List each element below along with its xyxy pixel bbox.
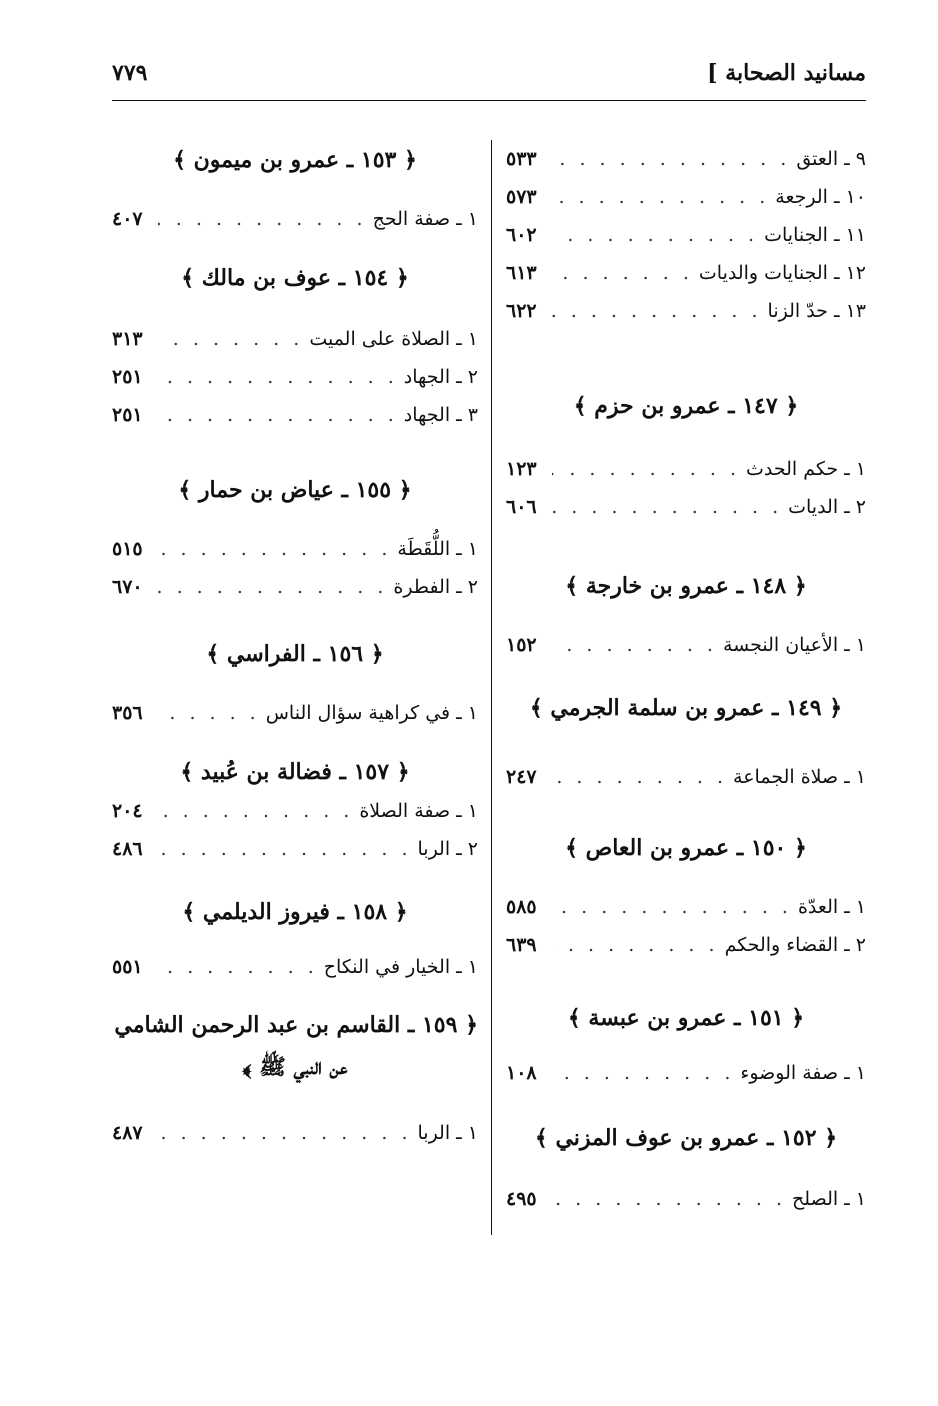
dot-leader	[552, 1054, 734, 1092]
entry-title: ١ ـ الصلح	[792, 1188, 866, 1210]
index-entry	[112, 530, 478, 568]
entry-page-number: ٢٥١	[112, 404, 143, 426]
index-entry	[506, 140, 866, 178]
index-entry	[506, 254, 866, 292]
dot-leader	[158, 830, 412, 868]
index-entry	[112, 200, 478, 238]
section-heading: ﴿ ١٥١ ـ عمرو بن عبسة ﴾	[567, 1005, 805, 1031]
entry-page-number: ٦٠٦	[506, 496, 537, 518]
section-heading: ﴿ ١٥٢ ـ عمرو بن عوف المزني ﴾	[534, 1125, 838, 1151]
entry-title: ١ ـ صفة الحج	[372, 208, 478, 230]
dot-leader	[552, 450, 740, 488]
index-entry	[506, 292, 866, 330]
entry-page-number: ٦١٣	[506, 262, 537, 284]
entry-title: ٢ ـ القضاء والحكم	[724, 934, 866, 956]
section-heading: ﴿ ١٥٥ ـ عياض بن حمار ﴾	[178, 477, 412, 503]
entry-title: ١ ـ اللُّقَطَة	[397, 538, 478, 560]
section-heading: ﴿ ١٤٨ ـ عمرو بن خارجة ﴾	[565, 573, 807, 599]
index-entry	[506, 926, 866, 964]
entry-title: ١ ـ الأعيان النجسة	[722, 634, 866, 656]
entry-title: ٢ ـ الربا	[417, 838, 478, 860]
dot-leader	[158, 396, 398, 434]
entry-title: ١ ـ الصلاة على الميت	[309, 328, 478, 350]
index-entry	[112, 948, 478, 986]
index-entry	[112, 320, 478, 358]
entry-page-number: ١٥٢	[506, 634, 537, 656]
section-heading: ﴿ ١٥٤ ـ عوف بن مالك ﴾	[181, 265, 409, 291]
dot-leader	[158, 568, 387, 606]
entry-page-number: ٤٩٥	[506, 1188, 537, 1210]
entry-page-number: ٦٣٩	[506, 934, 537, 956]
dot-leader	[552, 488, 782, 526]
entry-page-number: ٣١٣	[112, 328, 143, 350]
dot-leader	[552, 626, 717, 664]
section-heading: ﴿ ١٥٨ ـ فيروز الديلمي ﴾	[182, 899, 408, 925]
entry-title: ١ ـ الخيار في النكاح	[323, 956, 478, 978]
entry-page-number: ٤٨٦	[112, 838, 143, 860]
index-entry	[506, 178, 866, 216]
entry-title: ٩ ـ العتق	[796, 148, 866, 170]
entry-title: ١ ـ العدّة	[797, 896, 866, 918]
index-entry	[112, 358, 478, 396]
dot-leader	[552, 292, 762, 330]
index-entry	[506, 488, 866, 526]
dot-leader	[552, 140, 790, 178]
index-entry	[506, 450, 866, 488]
dot-leader	[158, 320, 303, 358]
entry-title: ١ ـ في كراهية سؤال الناس	[265, 702, 478, 724]
entry-title: ٢ ـ الجهاد	[403, 366, 478, 388]
entry-title: ١ ـ الربا	[417, 1122, 478, 1144]
section-heading: ﴿ ١٤٩ ـ عمرو بن سلمة الجرمي ﴾	[529, 695, 843, 721]
entry-page-number: ١٠٨	[506, 1062, 537, 1084]
entry-title: ١٣ ـ حدّ الزنا	[767, 300, 866, 322]
section-heading	[112, 1004, 478, 1088]
running-header	[112, 60, 866, 94]
dot-leader	[552, 888, 792, 926]
index-entry	[112, 568, 478, 606]
dot-leader	[552, 926, 719, 964]
dot-leader	[158, 200, 367, 238]
index-entry	[506, 1054, 866, 1092]
dot-leader	[158, 948, 318, 986]
entry-page-number: ٤٠٧	[112, 208, 143, 230]
dot-leader	[552, 216, 758, 254]
dot-leader	[552, 1180, 786, 1218]
entry-page-number: ٥٥١	[112, 956, 143, 978]
entry-title: ١٠ ـ الرجعة	[775, 186, 866, 208]
index-entry	[506, 1180, 866, 1218]
section-heading: ﴿ ١٥٧ ـ فضالة بن عُبيد ﴾	[180, 759, 410, 785]
dot-leader	[552, 758, 727, 796]
index-entry	[112, 396, 478, 434]
dot-leader	[158, 530, 391, 568]
index-entry	[112, 792, 478, 830]
index-entry	[506, 626, 866, 664]
dot-leader	[158, 792, 353, 830]
entry-title: ١ ـ حكم الحدث	[746, 458, 866, 480]
entry-title: ١١ ـ الجنايات	[764, 224, 866, 246]
header-rule	[112, 100, 866, 101]
section-heading: ﴿ ١٤٧ ـ عمرو بن حزم ﴾	[573, 393, 799, 419]
entry-page-number: ٢٥١	[112, 366, 143, 388]
heading-line: عن النبي ﷺ ﴾	[242, 1054, 348, 1080]
entry-title: ١ ـ صفة الصلاة	[359, 800, 478, 822]
dot-leader	[552, 254, 693, 292]
entry-page-number: ٦٠٢	[506, 224, 537, 246]
entry-page-number: ٤٨٧	[112, 1122, 143, 1144]
entry-page-number: ٥٣٣	[506, 148, 537, 170]
dot-leader	[158, 694, 260, 732]
index-entry	[506, 216, 866, 254]
heading-line: ﴿ ١٥٩ ـ القاسم بن عبد الرحمن الشامي	[114, 1012, 478, 1038]
index-entry	[112, 1114, 478, 1152]
entry-page-number: ١٢٣	[506, 458, 537, 480]
section-heading: ﴿ ١٥٠ ـ عمرو بن العاص ﴾	[565, 835, 807, 861]
section-heading: ﴿ ١٥٣ ـ عمرو بن ميمون ﴾	[173, 147, 417, 173]
entry-page-number: ٢٠٤	[112, 800, 143, 822]
entry-page-number: ٦٧٠	[112, 576, 143, 598]
entry-page-number: ٢٤٧	[506, 766, 537, 788]
entry-page-number: ٥٧٣	[506, 186, 537, 208]
dot-leader	[158, 358, 398, 396]
entry-title: ١٢ ـ الجنايات والديات	[698, 262, 866, 284]
entry-title: ١ ـ صفة الوضوء	[740, 1062, 866, 1084]
page-number: ٧٧٩	[112, 60, 148, 86]
index-column-right	[506, 126, 866, 1218]
index-column-left	[112, 126, 478, 1152]
entry-title: ١ ـ صلاة الجماعة	[733, 766, 866, 788]
running-title: مسانيد الصحابة ]	[707, 60, 866, 86]
section-heading: ﴿ ١٥٦ ـ الفراسي ﴾	[206, 641, 384, 667]
entry-title: ٢ ـ الفطرة	[393, 576, 478, 598]
dot-leader	[552, 178, 769, 216]
entry-page-number: ٥١٥	[112, 538, 143, 560]
entry-page-number: ٣٥٦	[112, 702, 143, 724]
entry-page-number: ٥٨٥	[506, 896, 537, 918]
index-entry	[506, 758, 866, 796]
entry-page-number: ٦٢٢	[506, 300, 537, 322]
index-entry	[506, 888, 866, 926]
column-divider	[491, 140, 492, 1235]
index-entry	[112, 694, 478, 732]
entry-title: ٣ ـ الجهاد	[403, 404, 478, 426]
dot-leader	[158, 1114, 412, 1152]
entry-title: ٢ ـ الديات	[788, 496, 866, 518]
index-entry	[112, 830, 478, 868]
